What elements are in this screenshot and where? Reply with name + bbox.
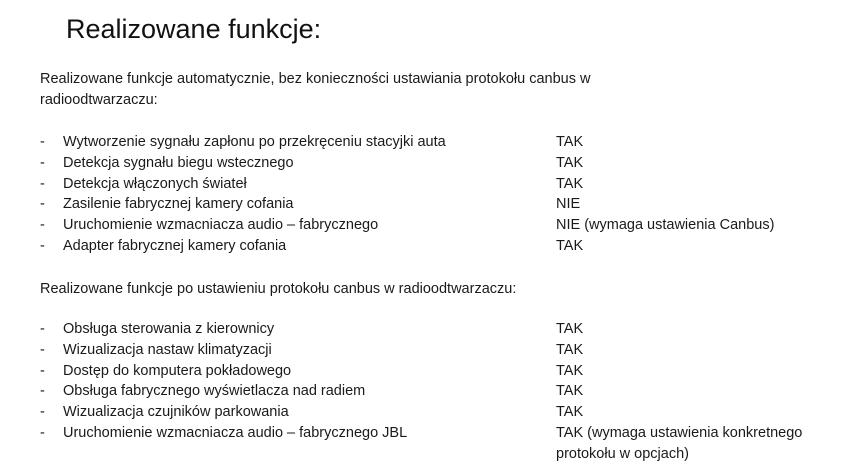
function-label: Obsługa fabrycznego wyświetlacza nad radiem xyxy=(63,383,366,400)
list-bullet: - xyxy=(40,341,45,358)
function-status: TAK xyxy=(556,175,584,192)
list-item xyxy=(0,153,850,174)
function-label: Dostęp do komputera pokładowego xyxy=(63,362,292,379)
function-label: Detekcja włączonych świateł xyxy=(63,175,247,192)
list-bullet: - xyxy=(40,404,45,421)
list-item xyxy=(0,236,850,257)
list-item xyxy=(0,381,850,402)
list-item xyxy=(0,423,850,465)
function-status: TAK xyxy=(556,237,584,254)
function-label: Wytworzenie sygnału zapłonu po przekręceniu stacyjki auta xyxy=(63,134,446,150)
list-item xyxy=(0,132,850,153)
function-status: TAK xyxy=(556,321,584,337)
function-status: TAK xyxy=(556,341,584,358)
function-label: Adapter fabrycznej kamery cofania xyxy=(63,237,287,254)
list-bullet: - xyxy=(40,383,45,400)
function-status: TAK xyxy=(556,362,584,379)
list-item xyxy=(0,340,850,361)
function-status: TAK xyxy=(556,134,584,150)
page-title: Realizowane funkcje: xyxy=(66,14,322,44)
function-status: TAK xyxy=(556,383,584,400)
list-bullet: - xyxy=(40,196,45,213)
section1-intro: Realizowane funkcje automatycznie, bez konieczności ustawiania protokołu canbus w radioodtwarzaczu: xyxy=(40,71,591,108)
function-status: TAK xyxy=(556,154,584,171)
list-item xyxy=(0,361,850,382)
list-item xyxy=(0,215,850,236)
function-label: Wizualizacja nastaw klimatyzacji xyxy=(63,341,272,358)
section1-list xyxy=(0,132,850,257)
function-status: TAK (wymaga ustawienia konkretnego protokołu w opcjach) xyxy=(556,424,803,462)
function-label: Wizualizacja czujników parkowania xyxy=(63,404,289,421)
list-bullet: - xyxy=(40,424,45,441)
list-bullet: - xyxy=(40,134,45,150)
function-label: Detekcja sygnału biegu wstecznego xyxy=(63,154,294,171)
function-label: Obsługa sterowania z kierownicy xyxy=(63,321,275,337)
list-bullet: - xyxy=(40,217,45,234)
function-label: Uruchomienie wzmacniacza audio – fabrycznego JBL xyxy=(63,424,408,441)
list-bullet: - xyxy=(40,321,45,337)
list-item xyxy=(0,319,850,340)
function-label: Uruchomienie wzmacniacza audio – fabrycznego xyxy=(63,217,379,234)
function-status: TAK xyxy=(556,404,584,421)
function-status: NIE xyxy=(556,196,581,213)
function-status: NIE (wymaga ustawienia Canbus) xyxy=(556,217,775,234)
section2-list xyxy=(0,319,850,465)
list-item xyxy=(0,402,850,423)
list-item xyxy=(0,174,850,195)
list-item xyxy=(0,194,850,215)
list-bullet: - xyxy=(40,154,45,171)
list-bullet: - xyxy=(40,237,45,254)
list-bullet: - xyxy=(40,362,45,379)
list-bullet: - xyxy=(40,175,45,192)
section2-intro: Realizowane funkcje po ustawieniu protokołu canbus w radioodtwarzaczu: xyxy=(40,281,517,297)
function-label: Zasilenie fabrycznej kamery cofania xyxy=(63,196,294,213)
